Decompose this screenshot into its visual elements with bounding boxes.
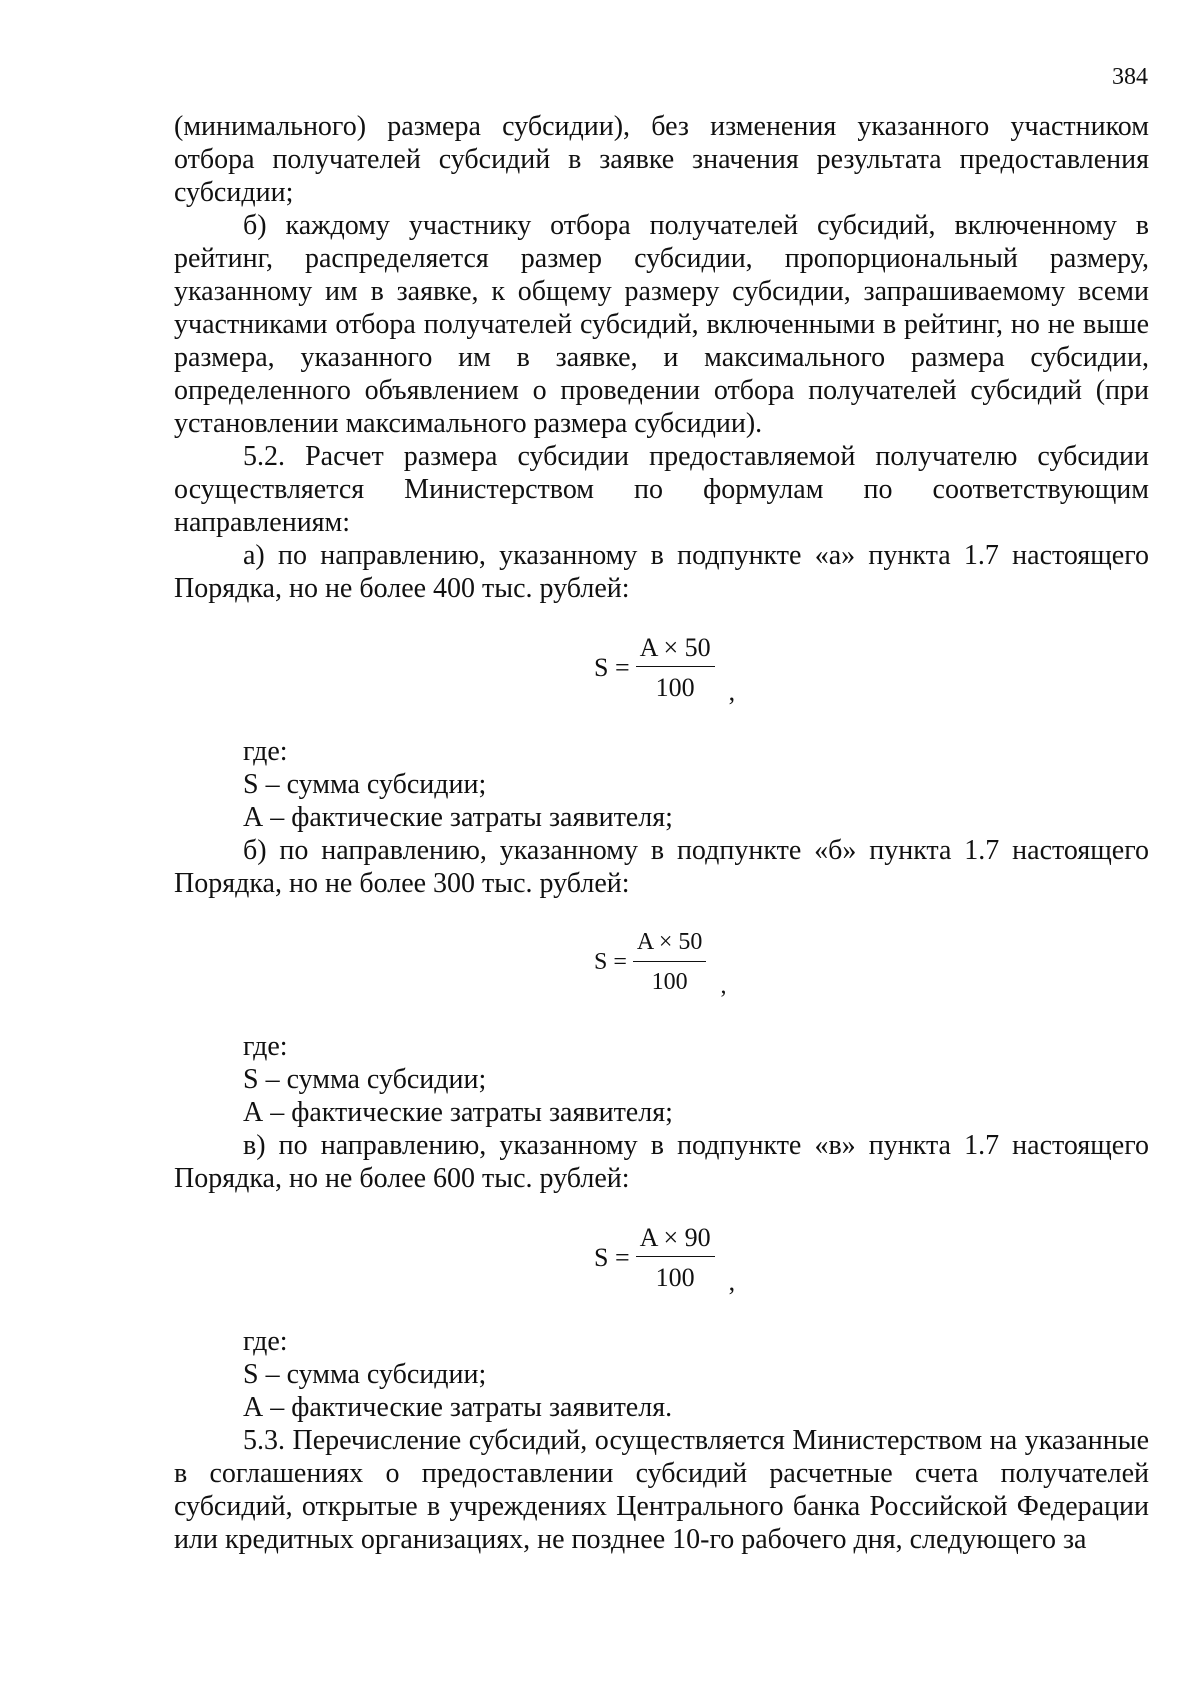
formula-lhs: S = (594, 949, 627, 975)
formula-lhs: S = (594, 653, 630, 682)
formula-comma: , (728, 1267, 736, 1296)
formula-fraction (636, 1221, 715, 1294)
formula-b (174, 926, 1149, 1006)
formula-denominator: 100 (655, 1263, 695, 1292)
formula-v (174, 1221, 1149, 1301)
formula-fraction (636, 631, 715, 704)
document-body (174, 110, 1149, 1556)
where-label: где: (243, 1031, 288, 1062)
paragraph-b-distribution: б) каждому участнику отбора получателей субсидий, включенному в рейтинг, распределяется размер субсидии, пропорциональный размеру, указанному им в заявке, к общему размеру субсидии, запрашиваемому всеми участниками отбора получателей субсидий, включенными в рейтинг, но не выше размера, указанного им в заявке, и максимального размера субсидии, определенного объявлением о проведении отбора получателей субсидий (при установлении максимального размера субсидии). (174, 210, 1149, 439)
paragraph-5-3: 5.3. Перечисление субсидий, осуществляется Министерством на указанные в соглашениях о предоставлении субсидий расчетные счета получателей субсидий, открытые в учреждениях Центрального банка Российской Федерации или кредитных организациях, не позднее 10-го рабочего дня, следующего за (174, 1425, 1149, 1555)
definition-s: S – сумма субсидии; (243, 1359, 487, 1390)
formula-comma: , (720, 973, 727, 999)
where-label: где: (243, 1326, 288, 1357)
formula-numerator: A × 90 (636, 1221, 715, 1257)
definition-s: S – сумма субсидии; (243, 1064, 487, 1095)
definition-a: А – фактические затраты заявителя; (243, 1097, 673, 1128)
formula-numerator: A × 50 (636, 631, 715, 667)
definition-a: А – фактические затраты заявителя. (243, 1392, 673, 1423)
formula-denominator: 100 (655, 673, 695, 702)
definition-s: S – сумма субсидии; (243, 769, 487, 800)
paragraph-5-2: 5.2. Расчет размера субсидии предоставляемой получателю субсидии осуществляется Министерством по формулам по соответствующим направлениям: (174, 441, 1149, 538)
formula-a (174, 631, 1149, 711)
paragraph-a-direction: а) по направлению, указанному в подпункте «а» пункта 1.7 настоящего Порядка, но не более 400 тыс. рублей: (174, 540, 1149, 604)
where-label: где: (243, 736, 288, 767)
paragraph-v-direction: в) по направлению, указанному в подпункте «в» пункта 1.7 настоящего Порядка, но не более 600 тыс. рублей: (174, 1130, 1149, 1194)
formula-fraction (633, 926, 707, 999)
formula-numerator: A × 50 (633, 926, 707, 962)
paragraph-b-direction: б) по направлению, указанному в подпункте «б» пункта 1.7 настоящего Порядка, но не более 300 тыс. рублей: (174, 835, 1149, 899)
page-number: 384 (1112, 64, 1148, 90)
paragraph-continuation: (минимального) размера субсидии), без изменения указанного участником отбора получателей субсидий в заявке значения результата предоставления субсидии; (174, 111, 1149, 208)
formula-lhs: S = (594, 1243, 630, 1272)
formula-denominator: 100 (651, 969, 688, 995)
definition-a: А – фактические затраты заявителя; (243, 802, 673, 833)
formula-comma: , (728, 677, 736, 706)
